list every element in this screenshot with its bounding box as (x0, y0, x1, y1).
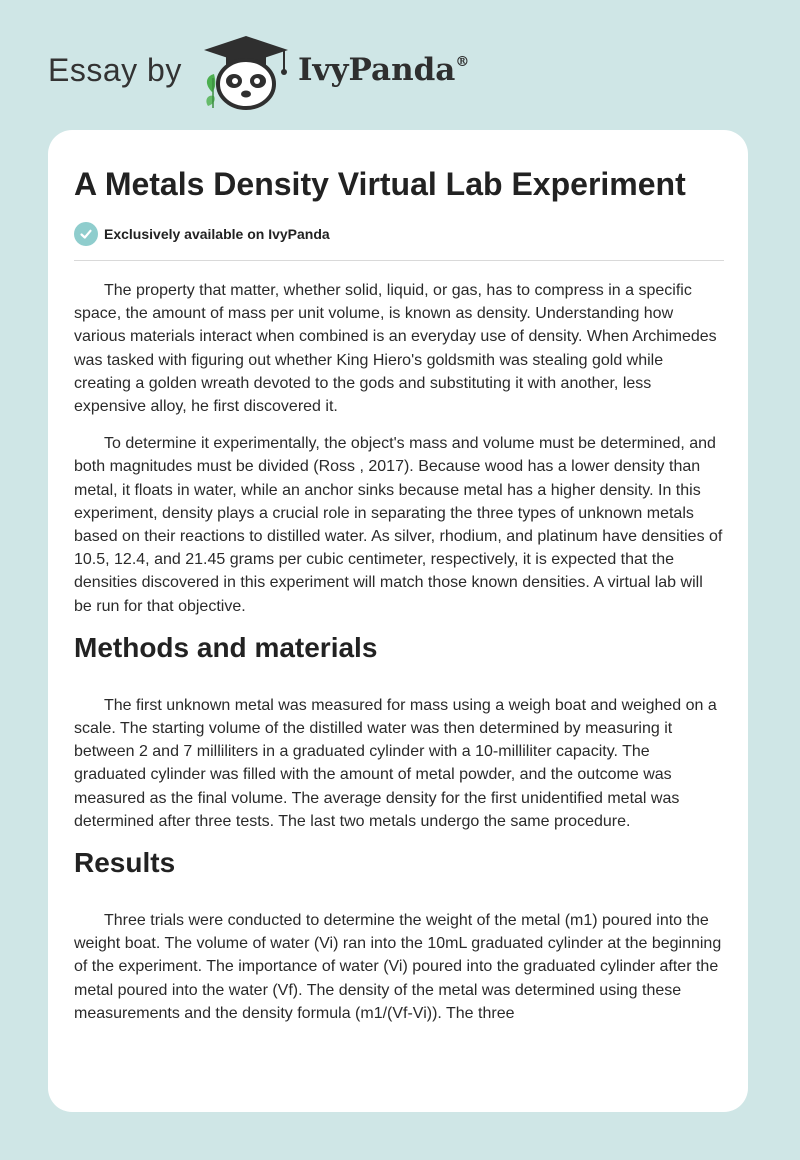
brand-name[interactable]: IvyPanda® (298, 52, 470, 88)
paragraph: To determine it experimentally, the object's mass and volume must be determined, and both magnitudes must be divided (Ross , 2017). Because wood has a lower density than metal, it floats in water, while an anchor sinks because metal has a higher density. In this experiment, density plays a crucial role in separating the three types of unknown metals based on their reactions to distilled water. As silver, rhodium, and platinum have densities of 10.5, 12.4, and 21.45 grams per cubic centimeter, respectively, it is expected that the densities discovered in this experiment will match those known densities. A virtual lab will be run for that objective. (74, 435, 723, 615)
site-header (0, 0, 800, 130)
page-title: A Metals Density Virtual Lab Experiment (74, 166, 686, 202)
article-body (74, 279, 724, 1039)
essay-by-label: Essay by (48, 52, 182, 88)
panda-logo-icon[interactable] (200, 34, 292, 110)
divider (74, 260, 724, 261)
section-heading: Results (74, 847, 176, 879)
section-heading: Methods and materials (74, 631, 378, 663)
paragraph: The property that matter, whether solid, liquid, or gas, has to compress in a specific space, the amount of mass per unit volume, is known as density. Understanding how various materials interact when combined is an everyday use of density. When Archimedes was tasked with figuring out whether King Hiero's goldsmith was stealing gold while creating a golden wreath devoted to the gods and substituting it with another, less expensive alloy, he first discovered it. (74, 282, 717, 416)
article-card (48, 130, 748, 1112)
exclusive-badge (74, 222, 330, 246)
registered-mark: ® (455, 54, 470, 70)
paragraph: The first unknown metal was measured for mass using a weigh boat and weighed on a scale. The starting volume of the distilled water was then determined by measuring it between 2 and 7 milliliters in a graduated cylinder with a 10-milliliter capacity. The graduated cylinder was filled with the amount of metal powder, and the outcome was measured as the final volume. The average density for the first unidentified metal was determined after three tests. The last two metals undergo the same procedure. (74, 696, 717, 830)
check-icon (74, 222, 98, 246)
paragraph: Three trials were conducted to determine the weight of the metal (m1) poured into the weight boat. The volume of water (Vi) ran into the 10mL graduated cylinder at the beginning of the experiment. The importance of water (Vi) poured into the graduated cylinder after the metal poured into the water (Vf). The density of the metal was determined using these measurements and the density formula (m1/(Vf-Vi)). The three (74, 912, 722, 1022)
exclusive-label: Exclusively available on IvyPanda (104, 226, 330, 242)
